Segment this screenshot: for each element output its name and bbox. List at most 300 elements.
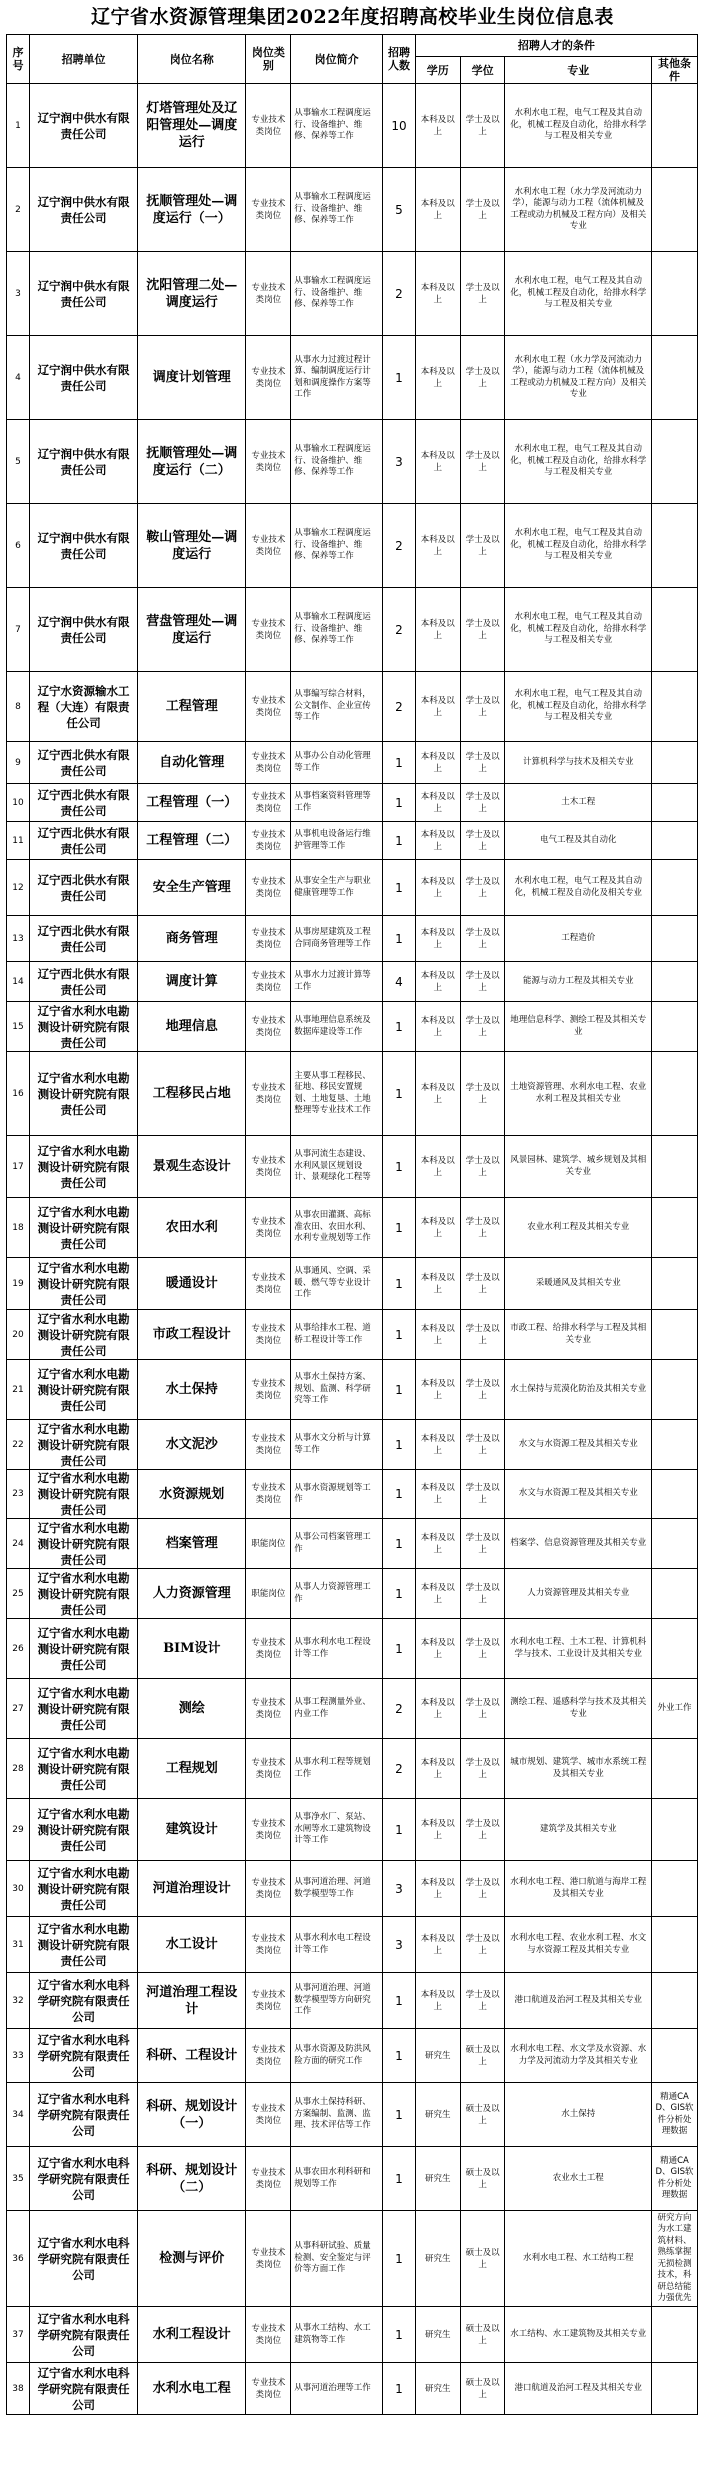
recruiting-unit: 辽宁省水利水电勘测设计研究院有限责任公司	[29, 1917, 137, 1973]
position-description: 从事河道治理、河道数学模型等工作	[291, 1861, 383, 1917]
other-requirement	[651, 1360, 697, 1420]
position-name: 景观生态设计	[138, 1136, 246, 1198]
major-requirement: 计算机科学与技术及相关专业	[505, 742, 652, 784]
recruiting-unit: 辽宁西北供水有限责任公司	[29, 860, 137, 916]
hire-count: 1	[383, 1002, 416, 1052]
other-requirement	[651, 1198, 697, 1258]
major-requirement: 土地资源管理、水利水电工程、农业水利工程及其相关专业	[505, 1052, 652, 1136]
other-requirement	[651, 2307, 697, 2363]
position-description: 从事农田水利科研和规划等工作	[291, 2147, 383, 2211]
degree-requirement: 学士及以上	[460, 860, 505, 916]
table-row	[7, 84, 698, 168]
education-requirement: 本科及以上	[415, 1679, 460, 1739]
major-requirement: 能源与动力工程及其相关专业	[505, 962, 652, 1002]
table-row	[7, 1739, 698, 1799]
row-number: 8	[7, 672, 30, 742]
position-name: 市政工程设计	[138, 1310, 246, 1360]
position-name: 人力资源管理	[138, 1569, 246, 1619]
degree-requirement: 硕士及以上	[460, 2147, 505, 2211]
position-name: 工程规划	[138, 1739, 246, 1799]
degree-requirement: 硕士及以上	[460, 2307, 505, 2363]
table-row	[7, 2083, 698, 2147]
row-number: 37	[7, 2307, 30, 2363]
position-category: 专业技术类岗位	[246, 1198, 291, 1258]
degree-requirement: 学士及以上	[460, 1258, 505, 1310]
major-requirement: 水利水电工程，电气工程及其自动化，机械工程及自动化，给排水科学与工程及相关专业	[505, 588, 652, 672]
position-name: 工程管理（一）	[138, 784, 246, 822]
other-requirement	[651, 1519, 697, 1569]
position-category: 专业技术类岗位	[246, 1136, 291, 1198]
education-requirement: 本科及以上	[415, 1470, 460, 1519]
position-category: 专业技术类岗位	[246, 2147, 291, 2211]
position-category: 专业技术类岗位	[246, 1619, 291, 1679]
position-category: 专业技术类岗位	[246, 1799, 291, 1861]
major-requirement: 水利水电工程、港口航道与海岸工程及其相关专业	[505, 1861, 652, 1917]
degree-requirement: 学士及以上	[460, 504, 505, 588]
recruiting-unit: 辽宁省水利水电科学研究院有限责任公司	[29, 2147, 137, 2211]
row-number: 10	[7, 784, 30, 822]
hire-count: 2	[383, 252, 416, 336]
header-unit: 招聘单位	[29, 35, 137, 84]
position-category: 专业技术类岗位	[246, 916, 291, 962]
hire-count: 1	[383, 822, 416, 860]
education-requirement: 本科及以上	[415, 336, 460, 420]
major-requirement: 水利水电工程、水工结构工程	[505, 2211, 652, 2307]
position-description: 从事档案资料管理等工作	[291, 784, 383, 822]
position-name: 灯塔管理处及辽阳管理处—调度运行	[138, 84, 246, 168]
table-row	[7, 962, 698, 1002]
table-row	[7, 1861, 698, 1917]
education-requirement: 研究生	[415, 2147, 460, 2211]
major-requirement: 水利水电工程，电气工程及其自动化，机械工程及自动化，给排水科学与工程及相关专业	[505, 84, 652, 168]
row-number: 1	[7, 84, 30, 168]
hire-count: 1	[383, 2083, 416, 2147]
degree-requirement: 学士及以上	[460, 336, 505, 420]
education-requirement: 本科及以上	[415, 1258, 460, 1310]
hire-count: 2	[383, 588, 416, 672]
other-requirement	[651, 1861, 697, 1917]
position-name: 河道治理设计	[138, 1861, 246, 1917]
other-requirement	[651, 672, 697, 742]
hire-count: 4	[383, 962, 416, 1002]
row-number: 2	[7, 168, 30, 252]
position-category: 专业技术类岗位	[246, 420, 291, 504]
other-requirement	[651, 1619, 697, 1679]
recruiting-unit: 辽宁省水利水电勘测设计研究院有限责任公司	[29, 1310, 137, 1360]
position-name: 水利工程设计	[138, 2307, 246, 2363]
position-description: 从事水利工程等规划工作	[291, 1739, 383, 1799]
position-name: 鞍山管理处—调度运行	[138, 504, 246, 588]
education-requirement: 本科及以上	[415, 1360, 460, 1420]
recruiting-unit: 辽宁省水利水电科学研究院有限责任公司	[29, 2029, 137, 2083]
position-description: 从事输水工程调度运行、设备维护、维修、保养等工作	[291, 168, 383, 252]
hire-count: 1	[383, 1258, 416, 1310]
hire-count: 1	[383, 1470, 416, 1519]
education-requirement: 研究生	[415, 2307, 460, 2363]
table-row	[7, 784, 698, 822]
position-category: 专业技术类岗位	[246, 504, 291, 588]
recruiting-unit: 辽宁省水利水电勘测设计研究院有限责任公司	[29, 1519, 137, 1569]
recruiting-unit: 辽宁省水利水电科学研究院有限责任公司	[29, 2211, 137, 2307]
table-row	[7, 504, 698, 588]
major-requirement: 水利水电工程，电气工程及其自动化，机械工程及自动化，给排水科学与工程及相关专业	[505, 504, 652, 588]
education-requirement: 本科及以上	[415, 504, 460, 588]
recruiting-unit: 辽宁润中供水有限责任公司	[29, 588, 137, 672]
position-category: 专业技术类岗位	[246, 1679, 291, 1739]
major-requirement: 市政工程、给排水科学与工程及其相关专业	[505, 1310, 652, 1360]
education-requirement: 本科及以上	[415, 1619, 460, 1679]
position-category: 专业技术类岗位	[246, 742, 291, 784]
position-name: 调度计算	[138, 962, 246, 1002]
hire-count: 1	[383, 1519, 416, 1569]
position-category: 专业技术类岗位	[246, 672, 291, 742]
major-requirement: 水利水电工程、水文学及水资源、水力学及河流动力学及其相关专业	[505, 2029, 652, 2083]
position-description: 从事水利水电工程设计等工作	[291, 1917, 383, 1973]
degree-requirement: 学士及以上	[460, 1619, 505, 1679]
position-description: 从事输水工程调度运行、设备维护、维修、保养等工作	[291, 504, 383, 588]
position-name: 河道治理工程设计	[138, 1973, 246, 2029]
position-description: 从事河道治理等工作	[291, 2363, 383, 2415]
table-row	[7, 2147, 698, 2211]
table-row	[7, 252, 698, 336]
education-requirement: 研究生	[415, 2029, 460, 2083]
recruiting-unit: 辽宁省水利水电科学研究院有限责任公司	[29, 2363, 137, 2415]
position-category: 专业技术类岗位	[246, 252, 291, 336]
row-number: 29	[7, 1799, 30, 1861]
position-category: 专业技术类岗位	[246, 1420, 291, 1470]
education-requirement: 本科及以上	[415, 1799, 460, 1861]
recruiting-unit: 辽宁省水利水电勘测设计研究院有限责任公司	[29, 1198, 137, 1258]
other-requirement	[651, 962, 697, 1002]
position-category: 专业技术类岗位	[246, 1470, 291, 1519]
other-requirement	[651, 84, 697, 168]
major-requirement: 水利水电工程，电气工程及其自动化，机械工程及自动化，给排水科学与工程及相关专业	[505, 420, 652, 504]
hire-count: 1	[383, 2147, 416, 2211]
position-category: 专业技术类岗位	[246, 1917, 291, 1973]
recruiting-unit: 辽宁省水利水电勘测设计研究院有限责任公司	[29, 1861, 137, 1917]
table-row	[7, 1619, 698, 1679]
position-category: 专业技术类岗位	[246, 1360, 291, 1420]
education-requirement: 本科及以上	[415, 860, 460, 916]
major-requirement: 水利水电工程（水力学及河流动力学），能源与动力工程（流体机械及工程或动力机械及工程方向）及相关专业	[505, 168, 652, 252]
row-number: 31	[7, 1917, 30, 1973]
table-row	[7, 822, 698, 860]
recruiting-unit: 辽宁省水利水电勘测设计研究院有限责任公司	[29, 1052, 137, 1136]
position-name: 安全生产管理	[138, 860, 246, 916]
position-name: 工程管理	[138, 672, 246, 742]
position-description: 从事输水工程调度运行、设备维护、维修、保养等工作	[291, 420, 383, 504]
header-degree: 学位	[460, 57, 505, 84]
recruiting-unit: 辽宁润中供水有限责任公司	[29, 168, 137, 252]
position-name: 自动化管理	[138, 742, 246, 784]
header-category: 岗位类别	[246, 35, 291, 84]
row-number: 5	[7, 420, 30, 504]
hire-count: 1	[383, 1799, 416, 1861]
education-requirement: 本科及以上	[415, 822, 460, 860]
table-row	[7, 336, 698, 420]
degree-requirement: 学士及以上	[460, 1470, 505, 1519]
degree-requirement: 学士及以上	[460, 1198, 505, 1258]
position-name: 抚顺管理处—调度运行（二）	[138, 420, 246, 504]
row-number: 35	[7, 2147, 30, 2211]
other-requirement	[651, 336, 697, 420]
row-number: 6	[7, 504, 30, 588]
recruiting-unit: 辽宁省水利水电勘测设计研究院有限责任公司	[29, 1619, 137, 1679]
hire-count: 1	[383, 860, 416, 916]
hire-count: 1	[383, 336, 416, 420]
degree-requirement: 学士及以上	[460, 1310, 505, 1360]
other-requirement	[651, 168, 697, 252]
position-name: 营盘管理处—调度运行	[138, 588, 246, 672]
hire-count: 1	[383, 1973, 416, 2029]
recruiting-unit: 辽宁省水利水电科学研究院有限责任公司	[29, 1973, 137, 2029]
degree-requirement: 学士及以上	[460, 1799, 505, 1861]
recruiting-unit: 辽宁西北供水有限责任公司	[29, 916, 137, 962]
position-category: 专业技术类岗位	[246, 860, 291, 916]
position-description: 从事水工结构、水工建筑物等工作	[291, 2307, 383, 2363]
other-requirement: 精通CAD、GIS软件分析处理数据	[651, 2083, 697, 2147]
hire-count: 3	[383, 420, 416, 504]
table-row	[7, 2307, 698, 2363]
position-category: 职能岗位	[246, 1519, 291, 1569]
recruiting-unit: 辽宁省水利水电勘测设计研究院有限责任公司	[29, 1136, 137, 1198]
table-row	[7, 588, 698, 672]
position-description: 从事水文分析与计算等工作	[291, 1420, 383, 1470]
education-requirement: 本科及以上	[415, 962, 460, 1002]
position-description: 从事科研试验、质量检测、安全鉴定与评价等方面工作	[291, 2211, 383, 2307]
degree-requirement: 学士及以上	[460, 1002, 505, 1052]
other-requirement	[651, 1310, 697, 1360]
position-description: 从事农田灌溉、高标准农田、农田水利、水利专业规划等工作	[291, 1198, 383, 1258]
education-requirement: 本科及以上	[415, 1739, 460, 1799]
major-requirement: 土木工程	[505, 784, 652, 822]
recruiting-unit: 辽宁省水利水电科学研究院有限责任公司	[29, 2307, 137, 2363]
row-number: 33	[7, 2029, 30, 2083]
hire-count: 10	[383, 84, 416, 168]
degree-requirement: 学士及以上	[460, 962, 505, 1002]
major-requirement: 农业水土工程	[505, 2147, 652, 2211]
other-requirement	[651, 420, 697, 504]
hire-count: 1	[383, 1420, 416, 1470]
hire-count: 2	[383, 504, 416, 588]
major-requirement: 港口航道及治河工程及其相关专业	[505, 2363, 652, 2415]
position-name: 科研、规划设计（二）	[138, 2147, 246, 2211]
hire-count: 1	[383, 742, 416, 784]
position-name: 沈阳管理二处—调度运行	[138, 252, 246, 336]
other-requirement	[651, 1420, 697, 1470]
table-row	[7, 1569, 698, 1619]
degree-requirement: 学士及以上	[460, 784, 505, 822]
degree-requirement: 学士及以上	[460, 822, 505, 860]
hire-count: 1	[383, 916, 416, 962]
degree-requirement: 学士及以上	[460, 1861, 505, 1917]
major-requirement: 地理信息科学、测绘工程及其相关专业	[505, 1002, 652, 1052]
education-requirement: 本科及以上	[415, 1861, 460, 1917]
hire-count: 1	[383, 2363, 416, 2415]
position-description: 从事机电设备运行维护管理等工作	[291, 822, 383, 860]
recruiting-unit: 辽宁省水利水电勘测设计研究院有限责任公司	[29, 1569, 137, 1619]
other-requirement	[651, 822, 697, 860]
hire-count: 1	[383, 1052, 416, 1136]
other-requirement	[651, 860, 697, 916]
position-name: 地理信息	[138, 1002, 246, 1052]
row-number: 9	[7, 742, 30, 784]
table-row	[7, 1310, 698, 1360]
other-requirement	[651, 784, 697, 822]
education-requirement: 本科及以上	[415, 916, 460, 962]
page-title: 辽宁省水资源管理集团2022年度招聘高校毕业生岗位信息表	[91, 6, 614, 28]
recruiting-unit: 辽宁西北供水有限责任公司	[29, 784, 137, 822]
major-requirement: 建筑学及其相关专业	[505, 1799, 652, 1861]
header-count: 招聘人数	[383, 35, 416, 84]
row-number: 19	[7, 1258, 30, 1310]
row-number: 16	[7, 1052, 30, 1136]
header-row	[7, 35, 698, 57]
row-number: 15	[7, 1002, 30, 1052]
degree-requirement: 学士及以上	[460, 1973, 505, 2029]
table-row	[7, 1136, 698, 1198]
row-number: 13	[7, 916, 30, 962]
position-description: 从事办公自动化管理等工作	[291, 742, 383, 784]
hire-count: 1	[383, 784, 416, 822]
position-description: 从事水土保持方案、规划、监测、科学研究等工作	[291, 1360, 383, 1420]
position-description: 从事水土保持科研、方案编制、监测、监理、技术评估等工作	[291, 2083, 383, 2147]
recruiting-unit: 辽宁润中供水有限责任公司	[29, 504, 137, 588]
major-requirement: 水利水电工程、农业水利工程、水文与水资源工程及其相关专业	[505, 1917, 652, 1973]
position-category: 专业技术类岗位	[246, 1052, 291, 1136]
position-name: 水资源规划	[138, 1470, 246, 1519]
hire-count: 1	[383, 2029, 416, 2083]
position-name: 测绘	[138, 1679, 246, 1739]
position-category: 专业技术类岗位	[246, 1310, 291, 1360]
major-requirement: 水利水电工程，电气工程及其自动化，机械工程及自动化及相关专业	[505, 860, 652, 916]
row-number: 38	[7, 2363, 30, 2415]
table-row	[7, 420, 698, 504]
row-number: 7	[7, 588, 30, 672]
position-description: 从事河道治理、河道数学模型等方向研究工作	[291, 1973, 383, 2029]
major-requirement: 农业水利工程及其相关专业	[505, 1198, 652, 1258]
degree-requirement: 学士及以上	[460, 742, 505, 784]
education-requirement: 本科及以上	[415, 1519, 460, 1569]
position-category: 专业技术类岗位	[246, 1861, 291, 1917]
major-requirement: 港口航道及治河工程及其相关专业	[505, 1973, 652, 2029]
education-requirement: 本科及以上	[415, 1052, 460, 1136]
recruiting-unit: 辽宁省水利水电勘测设计研究院有限责任公司	[29, 1470, 137, 1519]
other-requirement	[651, 1799, 697, 1861]
major-requirement: 水土保持与荒漠化防治及其相关专业	[505, 1360, 652, 1420]
position-name: 检测与评价	[138, 2211, 246, 2307]
education-requirement: 本科及以上	[415, 1569, 460, 1619]
education-requirement: 本科及以上	[415, 1420, 460, 1470]
education-requirement: 本科及以上	[415, 784, 460, 822]
other-requirement	[651, 252, 697, 336]
header-conditions: 招聘人才的条件	[415, 35, 697, 57]
hire-count: 1	[383, 2307, 416, 2363]
position-description: 从事房屋建筑及工程合同商务管理等工作	[291, 916, 383, 962]
education-requirement: 本科及以上	[415, 742, 460, 784]
position-name: 水文泥沙	[138, 1420, 246, 1470]
position-description: 从事通风、空调、采暖、燃气等专业设计工作	[291, 1258, 383, 1310]
table-row	[7, 1679, 698, 1739]
degree-requirement: 学士及以上	[460, 84, 505, 168]
other-requirement	[651, 2029, 697, 2083]
recruiting-unit: 辽宁水资源输水工程（大连）有限责任公司	[29, 672, 137, 742]
recruiting-unit: 辽宁润中供水有限责任公司	[29, 336, 137, 420]
degree-requirement: 学士及以上	[460, 1519, 505, 1569]
education-requirement: 本科及以上	[415, 252, 460, 336]
table-body	[7, 84, 698, 2415]
major-requirement: 档案学、信息资源管理及其相关专业	[505, 1519, 652, 1569]
degree-requirement: 学士及以上	[460, 1679, 505, 1739]
recruiting-unit: 辽宁省水利水电勘测设计研究院有限责任公司	[29, 1679, 137, 1739]
education-requirement: 研究生	[415, 2083, 460, 2147]
hire-count: 1	[383, 1310, 416, 1360]
table-row	[7, 1198, 698, 1258]
table-row	[7, 1002, 698, 1052]
other-requirement	[651, 504, 697, 588]
major-requirement: 水利水电工程，电气工程及其自动化，机械工程及自动化，给排水科学与工程及相关专业	[505, 672, 652, 742]
degree-requirement: 学士及以上	[460, 1136, 505, 1198]
other-requirement	[651, 1002, 697, 1052]
row-number: 26	[7, 1619, 30, 1679]
degree-requirement: 硕士及以上	[460, 2029, 505, 2083]
position-description: 从事公司档案管理工作	[291, 1519, 383, 1569]
position-description: 从事河流生态建设、水利风景区规划设计、景观绿化工程等	[291, 1136, 383, 1198]
row-number: 12	[7, 860, 30, 916]
recruiting-unit: 辽宁润中供水有限责任公司	[29, 84, 137, 168]
degree-requirement: 学士及以上	[460, 252, 505, 336]
other-requirement	[651, 1136, 697, 1198]
other-requirement	[651, 1973, 697, 2029]
header-position: 岗位名称	[138, 35, 246, 84]
recruiting-unit: 辽宁润中供水有限责任公司	[29, 420, 137, 504]
education-requirement: 本科及以上	[415, 1310, 460, 1360]
table-row	[7, 168, 698, 252]
position-description: 从事人力资源管理工作	[291, 1569, 383, 1619]
table-row	[7, 1973, 698, 2029]
row-number: 3	[7, 252, 30, 336]
position-description: 从事水资源及防洪风险方面的研究工作	[291, 2029, 383, 2083]
header-no: 序号	[7, 35, 30, 84]
row-number: 20	[7, 1310, 30, 1360]
education-requirement: 本科及以上	[415, 1136, 460, 1198]
degree-requirement: 学士及以上	[460, 672, 505, 742]
recruiting-unit: 辽宁润中供水有限责任公司	[29, 252, 137, 336]
major-requirement: 城市规划、建筑学、城市水系统工程及其相关专业	[505, 1739, 652, 1799]
hire-count: 1	[383, 1136, 416, 1198]
header-major: 专业	[505, 57, 652, 84]
header-education: 学历	[415, 57, 460, 84]
major-requirement: 水利水电工程（水力学及河流动力学），能源与动力工程（流体机械及工程或动力机械及工程方向）及相关专业	[505, 336, 652, 420]
position-category: 专业技术类岗位	[246, 2307, 291, 2363]
position-name: BIM设计	[138, 1619, 246, 1679]
hire-count: 3	[383, 1917, 416, 1973]
position-category: 专业技术类岗位	[246, 588, 291, 672]
row-number: 30	[7, 1861, 30, 1917]
major-requirement: 水利水电工程、土木工程、计算机科学与技术、工业设计及其相关专业	[505, 1619, 652, 1679]
education-requirement: 本科及以上	[415, 1973, 460, 2029]
degree-requirement: 学士及以上	[460, 1569, 505, 1619]
position-description: 主要从事工程移民、征地、移民安置规划、土地复垦、土地整理等专业技术工作	[291, 1052, 383, 1136]
position-description: 从事水力过渡计算等工作	[291, 962, 383, 1002]
row-number: 21	[7, 1360, 30, 1420]
position-description: 从事输水工程调度运行、设备维护、维修、保养等工作	[291, 84, 383, 168]
hire-count: 1	[383, 1619, 416, 1679]
other-requirement	[651, 1258, 697, 1310]
table-row	[7, 1420, 698, 1470]
major-requirement: 采暖通风及其相关专业	[505, 1258, 652, 1310]
position-name: 商务管理	[138, 916, 246, 962]
